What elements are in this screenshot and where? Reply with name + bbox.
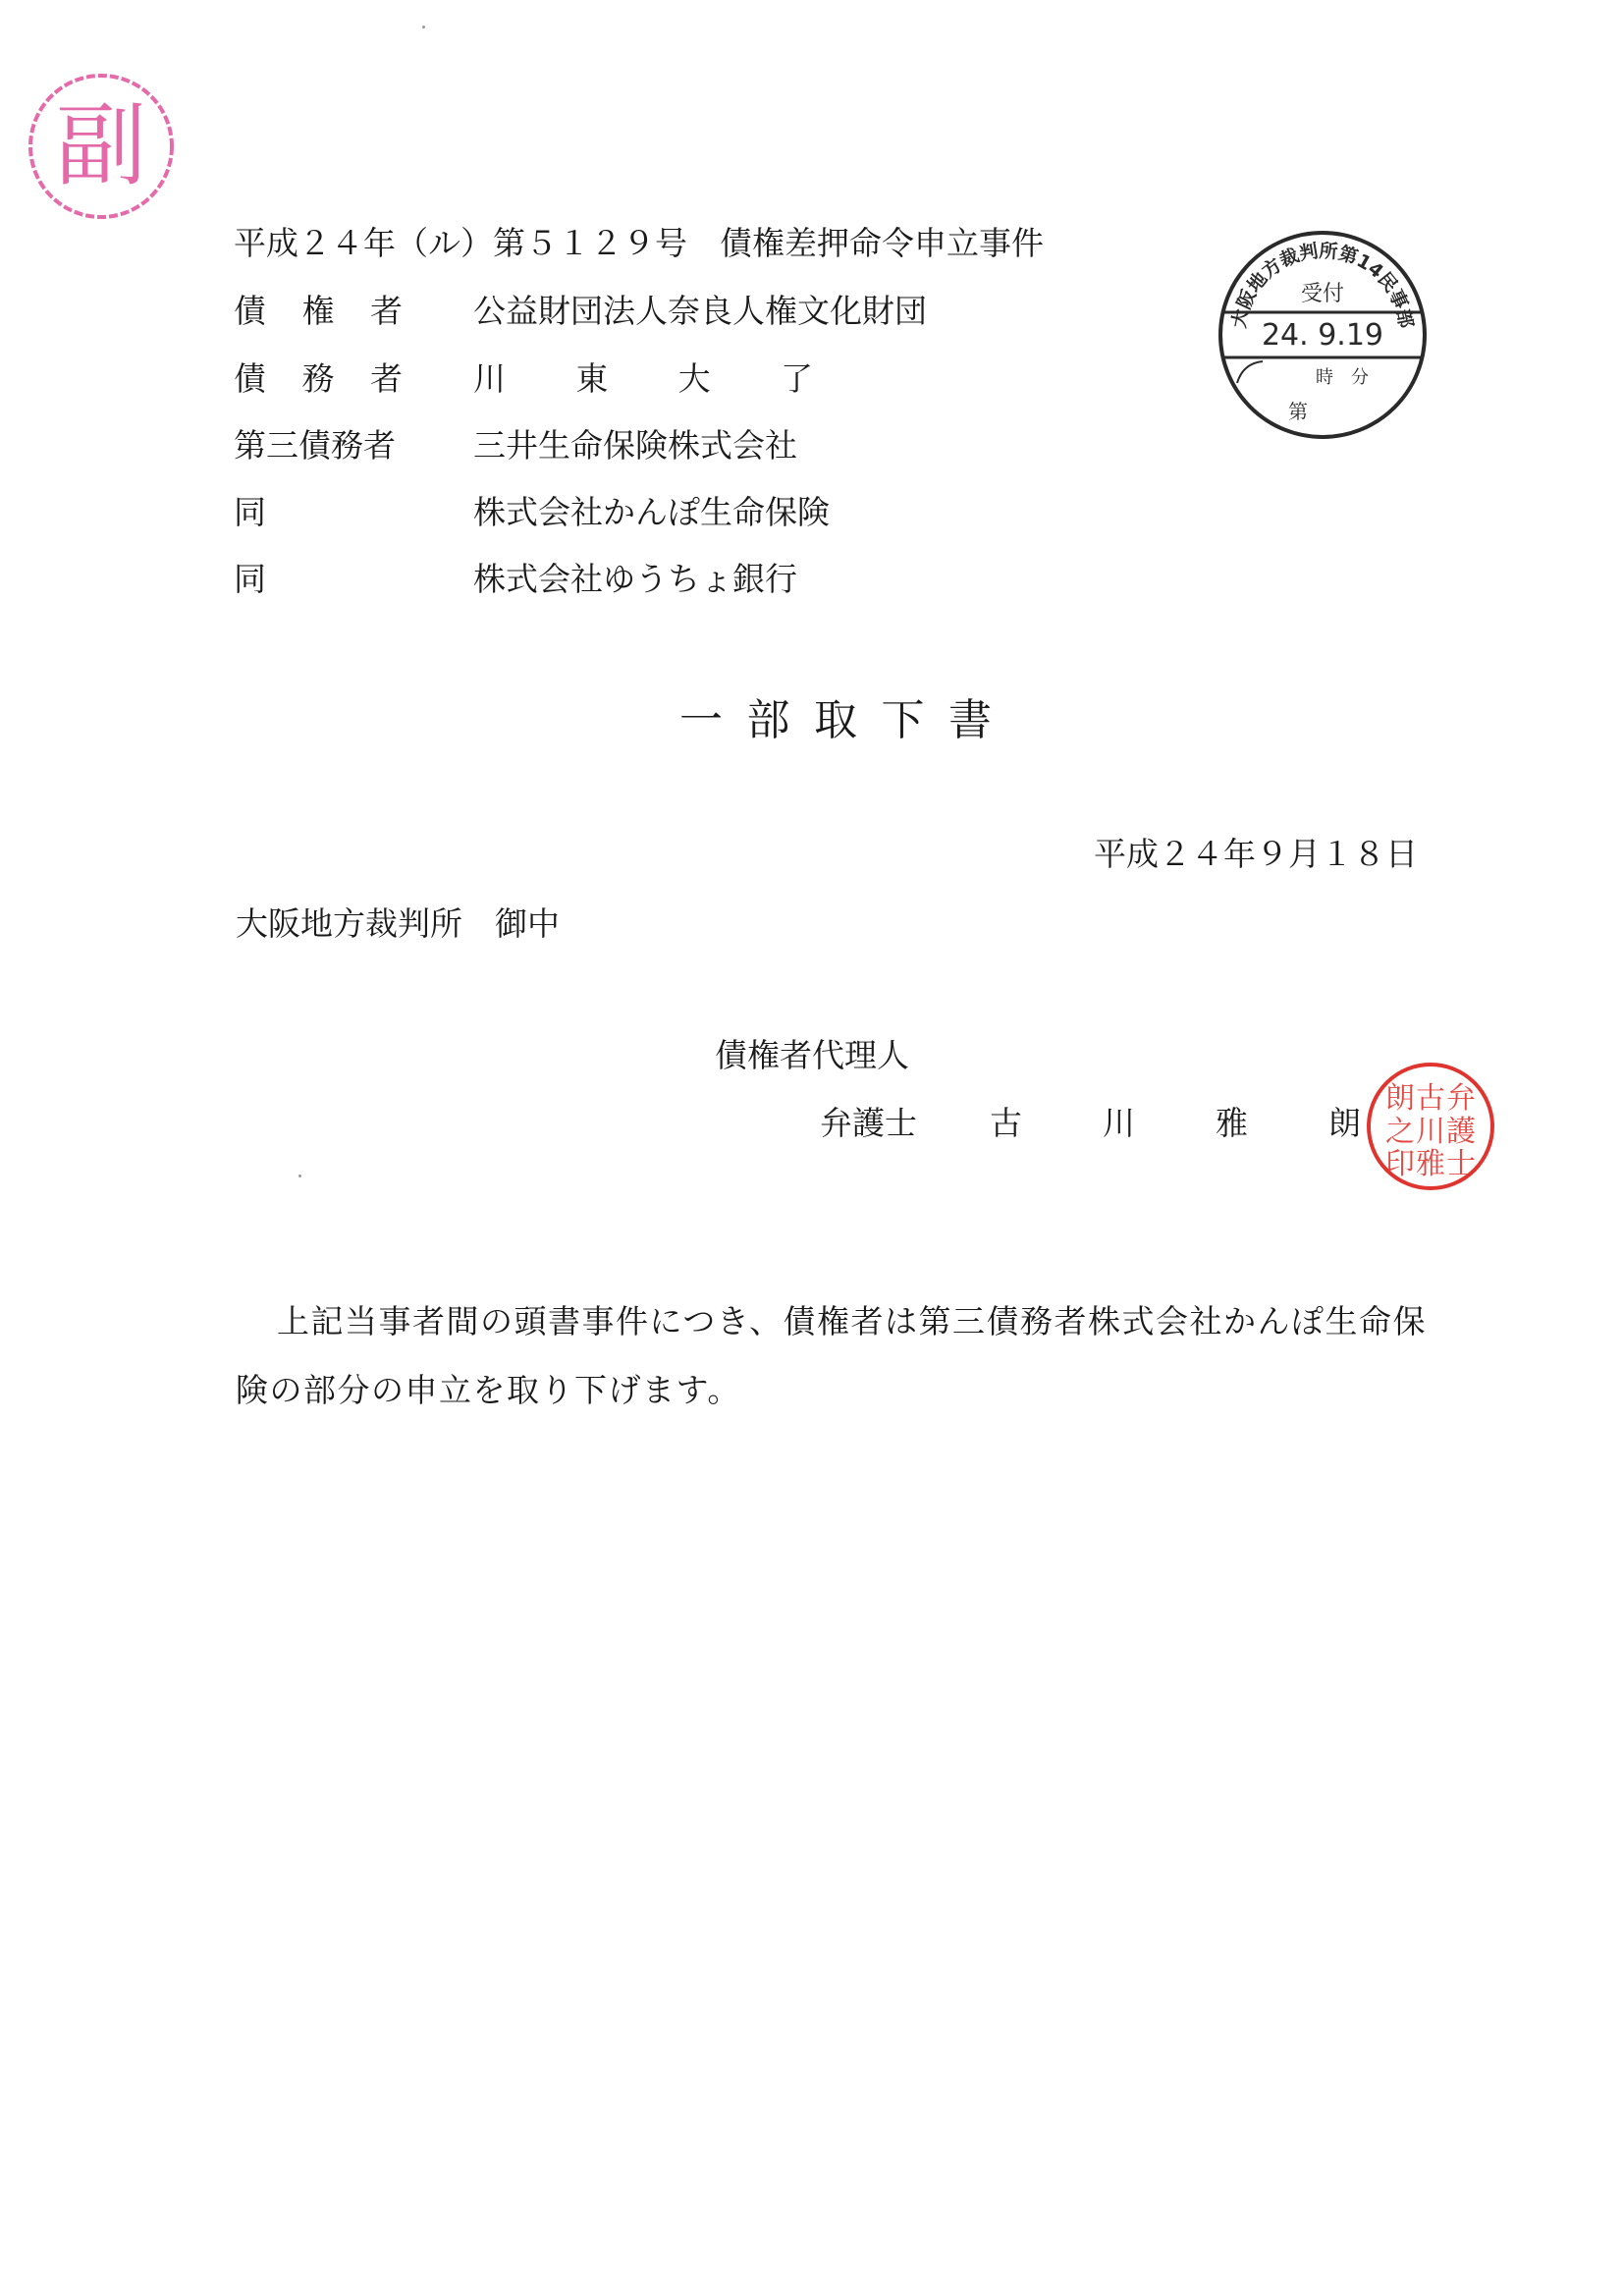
agent-role: 債権者代理人 [715,1036,909,1074]
party-row-debtor [234,359,1117,399]
svg-text:大阪地方裁判所第14民事部: 大阪地方裁判所第14民事部 [1227,240,1418,330]
debtor-name: 川 東 大 了 [473,359,813,398]
body-line-2: 険の部分の申立を取り下げます。 [236,1371,741,1409]
svg-text:時 分: 時 分 [1316,367,1369,388]
third-debtor-name: 三井生命保険株式会社 [473,426,797,465]
copy-stamp [24,69,179,224]
agent-name: 古 川 雅 朗 [990,1104,1361,1142]
same-name-2: 株式会社ゆうちょ銀行 [473,560,797,598]
same-name-1: 株式会社かんぽ生命保険 [473,493,830,531]
agent-title: 弁護士 [820,1104,917,1142]
same-label-2: 同 [234,560,266,598]
svg-text:之: 之 [1385,1115,1415,1149]
document-title: 一 部 取 下 書 [679,695,992,745]
creditor-name: 公益財団法人奈良人権文化財団 [473,292,927,330]
document-date: 平成２４年９月１８日 [1094,835,1418,873]
party-row-same-1 [234,493,1117,532]
party-row-same-2 [234,560,1117,599]
svg-text:古: 古 [1416,1081,1445,1116]
party-row-creditor [234,292,1117,331]
party-row-third-debtor [234,426,1117,465]
third-debtor-label: 第三債務者 [234,426,396,465]
svg-text:朗: 朗 [1385,1081,1415,1116]
svg-text:川: 川 [1416,1115,1445,1149]
svg-text:護: 護 [1446,1115,1476,1149]
same-label-1: 同 [234,493,266,531]
svg-text:24. 9.19: 24. 9.19 [1261,318,1384,353]
court-receipt-stamp [1214,226,1432,444]
scan-speck [422,26,425,28]
creditor-label: 債 権 者 [234,292,403,330]
svg-text:第: 第 [1288,400,1308,423]
case-number-line: 平成２４年（ル）第５１２９号 債権差押命令申立事件 [234,224,1044,262]
svg-text:士: 士 [1446,1147,1476,1181]
debtor-label: 債 務 者 [234,359,403,398]
addressee: 大阪地方裁判所 御中 [236,904,560,943]
svg-text:雅: 雅 [1416,1147,1445,1181]
scan-speck [298,1175,301,1177]
svg-text:弁: 弁 [1446,1081,1476,1116]
body-line-1: 上記当事者間の頭書事件につき、債権者は第三債務者株式会社かんぽ生命保 [277,1302,1428,1340]
svg-text:受付: 受付 [1300,282,1345,306]
lawyer-seal [1363,1059,1498,1194]
svg-text:副: 副 [55,93,147,198]
svg-text:印: 印 [1385,1147,1415,1181]
